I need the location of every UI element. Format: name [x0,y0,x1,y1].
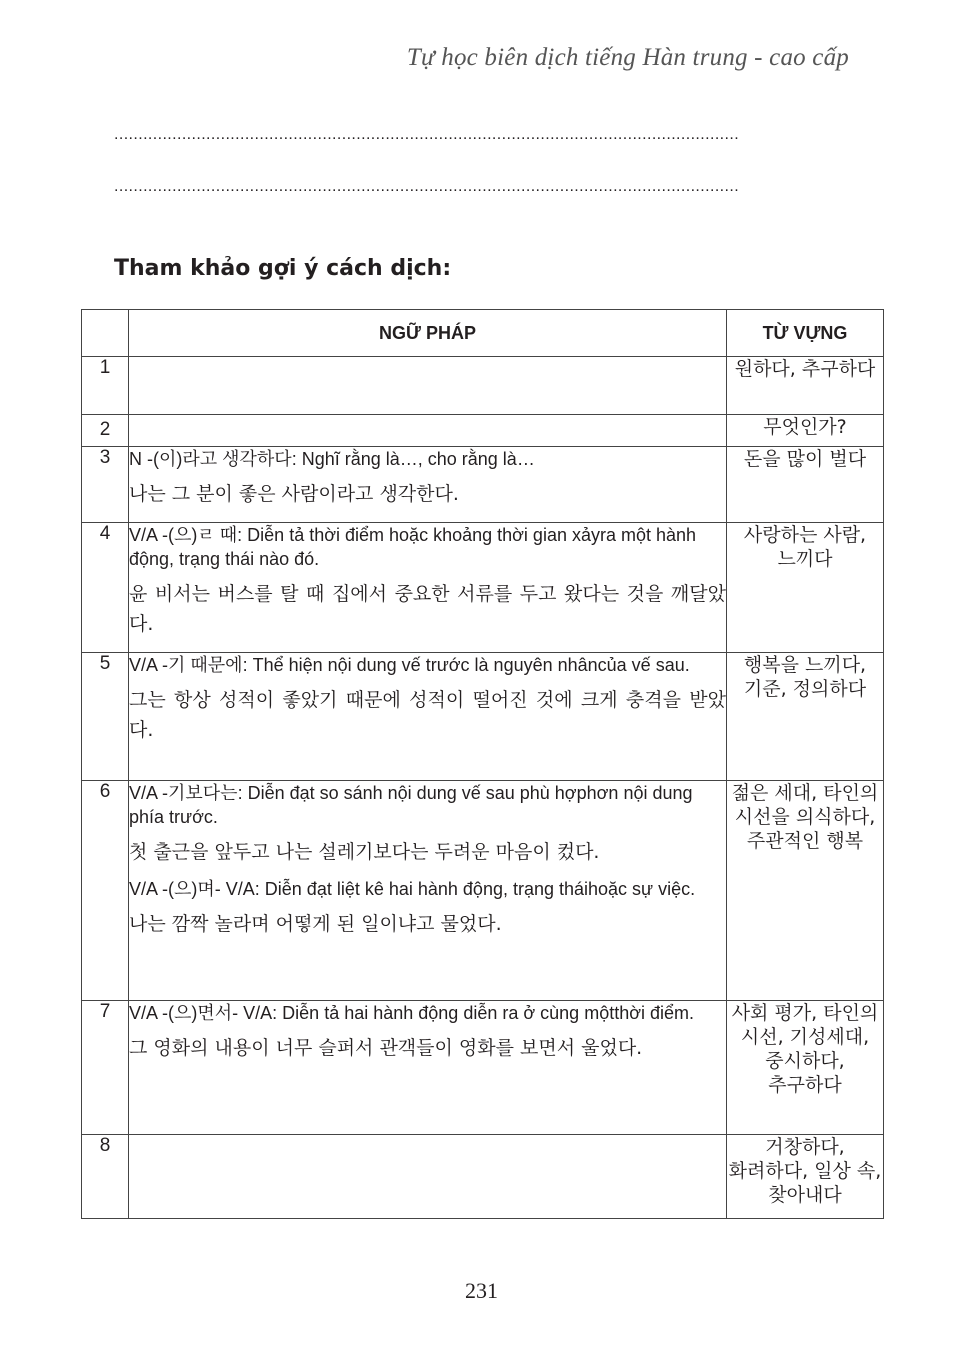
column-header-grammar: NGỮ PHÁP [129,310,727,357]
row-number: 3 [82,447,129,523]
example-sentence: 첫 출근을 앞두고 나는 설레기보다는 두려운 마음이 컸다. [129,841,600,863]
example-sentence: 윤 비서는 버스를 탈 때 집에서 중요한 서류를 두고 왔다는 것을 깨달았다. [129,583,726,635]
table-row [82,1001,884,1135]
grammar-cell [129,653,727,781]
row-number: 4 [82,523,129,653]
grammar-rule: V/A -기보다는: Diễn đạt so sánh nội dung vế sau phù hợphơn nội dung phía trước. [129,783,693,827]
translation-hints-table [81,309,884,1219]
table-row [82,357,884,415]
row-number: 2 [82,415,129,447]
answer-line: ................................................................................................................................. [114,126,740,143]
table-row [82,653,884,781]
example-sentence: 나는 깜짝 놀라며 어떻게 된 일이냐고 물었다. [129,913,502,935]
row-number: 6 [82,781,129,1001]
row-number: 1 [82,357,129,415]
vocabulary-cell: 사랑하는 사람, 느끼다 [727,523,884,653]
example-sentence: 그 영화의 내용이 너무 슬퍼서 관객들이 영화를 보면서 울었다. [129,1037,643,1059]
table-row [82,781,884,1001]
grammar-rule: V/A -(으)면서- V/A: Diễn tả hai hành động diễn ra ở cùng mộtthời điểm. [129,1003,695,1023]
grammar-rule: N -(이)라고 생각하다: Nghĩ rằng là…, cho rằng là… [129,449,535,469]
grammar-rule: V/A -기 때문에: Thể hiện nội dung vế trước là nguyên nhâncủa vế sau. [129,655,690,675]
running-header: Tự học biên dịch tiếng Hàn trung - cao cấp [406,44,849,71]
vocabulary-cell: 젊은 세대, 타인의 시선을 의식하다, 주관적인 행복 [727,781,884,1001]
grammar-rule: V/A -(으)ㄹ 때: Diễn tả thời điểm hoặc khoảng thời gian xảyra một hành động, trạng thái nào đó. [129,525,697,569]
vocabulary-cell: 행복을 느끼다, 기준, 정의하다 [727,653,884,781]
page-number: 231 [465,1278,498,1303]
vocabulary-cell: 무엇인가? [727,415,884,447]
example-sentence: 나는 그 분이 좋은 사람이라고 생각한다. [129,483,459,505]
vocabulary-cell: 거창하다, 화려하다, 일상 속, 찾아내다 [727,1135,884,1219]
grammar-cell [129,447,727,523]
row-number: 5 [82,653,129,781]
grammar-rule: V/A -(으)며- V/A: Diễn đạt liệt kê hai hành động, trạng tháihoặc sự việc. [129,879,696,899]
row-number: 8 [82,1135,129,1219]
section-title: Tham khảo gợi ý cách dịch: [114,256,452,281]
vocabulary-cell: 원하다, 추구하다 [727,357,884,415]
grammar-cell [129,523,727,653]
grammar-cell [129,1135,727,1219]
table-row [82,415,884,447]
table-row [82,523,884,653]
column-header-vocabulary: TỪ VỰNG [727,310,884,357]
grammar-cell [129,357,727,415]
row-number: 7 [82,1001,129,1135]
example-sentence: 그는 항상 성적이 좋았기 때문에 성적이 떨어진 것에 크게 충격을 받았다. [129,689,726,741]
column-header-number [82,310,129,357]
answer-line: ................................................................................................................................. [114,178,740,195]
table-header-row [82,310,884,357]
grammar-cell [129,1001,727,1135]
grammar-cell [129,415,727,447]
vocabulary-cell: 돈을 많이 벌다 [727,447,884,523]
vocabulary-cell: 사회 평가, 타인의 시선, 기성세대, 중시하다, 추구하다 [727,1001,884,1135]
table-row [82,1135,884,1219]
table-row [82,447,884,523]
grammar-cell [129,781,727,1001]
